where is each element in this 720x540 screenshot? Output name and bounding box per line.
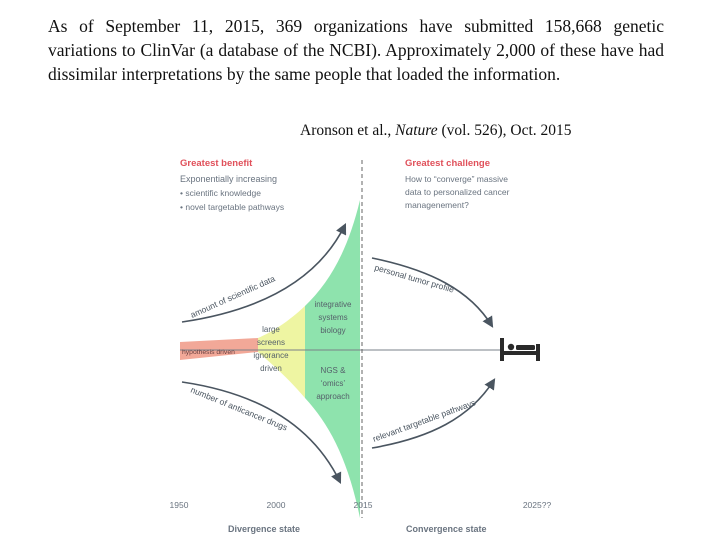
convergence-state-label: Convergence state [406, 524, 487, 534]
patient-bed-icon [500, 338, 540, 361]
tick-1950: 1950 [169, 500, 189, 510]
ignorance-label: driven [260, 364, 282, 373]
tick-2000: 2000 [266, 500, 286, 510]
ngs-label: ‘omics’ [320, 379, 346, 388]
tick-2025: 2025?? [522, 500, 552, 510]
systems-label: systems [318, 313, 348, 322]
green-zone [305, 200, 360, 518]
left-header-subtitle: Exponentially increasing [180, 174, 278, 184]
citation-authors: Aronson et al., [300, 122, 396, 139]
right-header-line: managenement? [405, 200, 469, 210]
right-header-line: data to personalized cancer [405, 187, 510, 197]
hypothesis-label: hypothesis driven [182, 349, 235, 356]
systems-label: integrative [314, 300, 352, 309]
ngs-label: NGS & [320, 366, 346, 375]
ignorance-label: screens [256, 338, 286, 347]
anticancer-drugs-label: number of anticancer drugs [189, 384, 289, 433]
targetable-pathways-label: relevant targetable pathways [371, 397, 477, 444]
intro-paragraph: As of September 11, 2015, 369 organizations have submitted 158,668 genetic variations to ClinVar (a database of the NCBI). Approximately 2,000 of these have had dissimilar interpretations by the same people that loaded the information. [48, 16, 664, 84]
divergence-state-label: Divergence state [228, 524, 301, 534]
ignorance-label: ignorance [253, 351, 289, 360]
right-header-line: How to “converge” massive [405, 174, 508, 184]
systems-label: biology [320, 326, 346, 335]
tick-2015: 2015 [353, 500, 373, 510]
citation-journal: Nature [395, 122, 438, 139]
ignorance-label: large [262, 325, 280, 334]
right-header-title: Greatest challenge [405, 158, 491, 169]
scientific-data-label: amount of scientific data [188, 273, 277, 320]
citation-details: (vol. 526), Oct. 2015 [437, 122, 572, 139]
tumor-profile-label: personal tumor profile [373, 262, 456, 295]
left-header-title: Greatest benefit [180, 158, 253, 169]
ngs-label: approach [316, 392, 350, 401]
left-header-bullet: • novel targetable pathways [180, 202, 285, 212]
left-header-bullet: • scientific knowledge [180, 188, 261, 198]
